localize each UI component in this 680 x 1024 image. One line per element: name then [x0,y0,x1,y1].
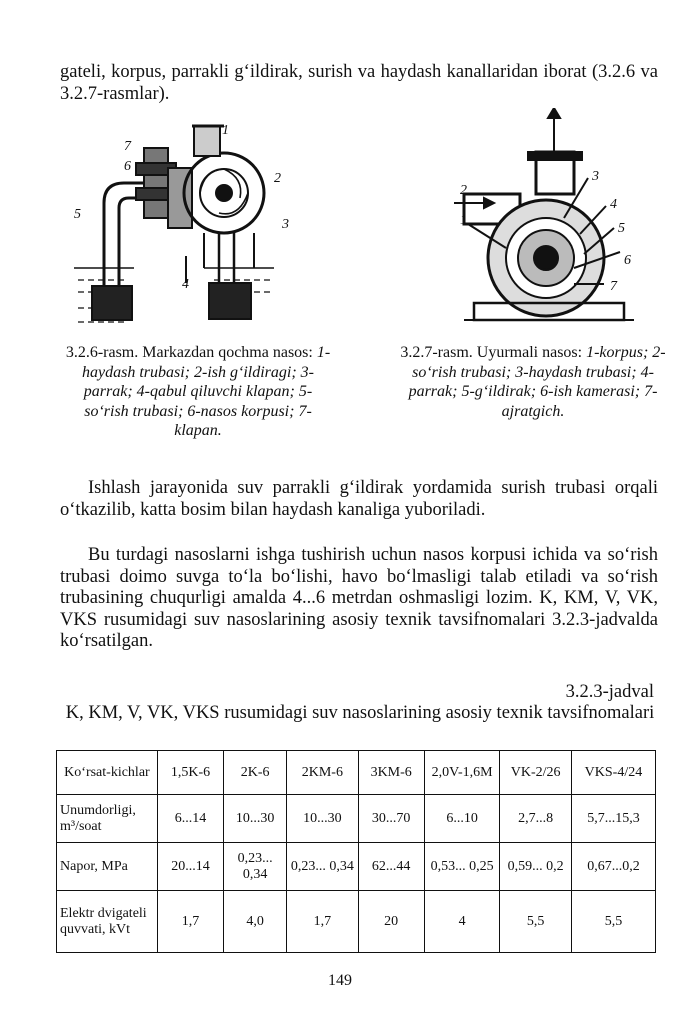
table-row [57,891,656,953]
header-label: Ko‘rsat-kichlar [57,751,158,795]
fig2-callout-6: 6 [624,253,631,268]
pump-spec-table [56,750,656,953]
model-cell: VK-2/26 [500,751,571,795]
fig2-callout-5: 5 [618,221,625,236]
fig1-callout-4: 4 [182,277,189,292]
figure-3-2-7-caption-items: 1-korpus; 2-so‘rish trubasi; 3-haydash trubasi; 4-parrak; 5-g‘ildirak; 6-ish kamerasi; 7-ajratgich. [408,344,666,420]
table-cell: 6...14 [157,795,223,843]
table-row [57,795,656,843]
paragraph-1: Ishlash jarayonida suv parrakli g‘ildirak yordamida surish trubasi orqali o‘tkazilib, katta bosim bilan haydash kanaliga yuboriladi. [60,478,658,520]
fig2-callout-7: 7 [610,279,617,294]
table-cell: 4 [424,891,500,953]
table-cell: 0,23... 0,34 [224,843,287,891]
table-cell: 1,7 [157,891,223,953]
figure-3-2-7-caption-title: 3.2.7-rasm. Uyurmali nasos: [400,344,583,361]
table-header-row [57,751,656,795]
page-number: 149 [328,972,352,989]
figure-3-2-6-caption-items: 1-haydash trubasi; 2-ish g‘ildiragi; 3-parrak; 4-qabul qiluvchi klapan; 5-so‘rish trubasi; 6-nasos korpusi; 7-klapan. [82,344,331,439]
fig1-callout-1: 1 [222,123,229,138]
row-label: Napor, MPa [57,843,158,891]
table-cell: 0,59... 0,2 [500,843,571,891]
fig1-callout-5: 5 [74,207,81,222]
table-cell: 2,7...8 [500,795,571,843]
figure-3-2-7-caption [398,343,668,421]
fig1-callout-7: 7 [124,139,131,154]
model-cell: 2KM-6 [287,751,358,795]
table-cell: 10...30 [287,795,358,843]
table-cell: 62...44 [358,843,424,891]
table-cell: 5,5 [500,891,571,953]
table-cell: 0,23... 0,34 [287,843,358,891]
figure-3-2-6-caption-title: 3.2.6-rasm. Markazdan qochma nasos: [65,344,313,361]
fig1-callout-3: 3 [282,217,289,232]
table-cell: 4,0 [224,891,287,953]
row-label: Unumdorligi, m³/soat [57,795,158,843]
table-cell: 5,7...15,3 [571,795,655,843]
table-cell: 10...30 [224,795,287,843]
fig2-callout-3: 3 [592,169,599,184]
fig1-callout-2: 2 [274,171,281,186]
vortex-pump-figure [424,108,654,332]
fig1-callout-6: 6 [124,159,131,174]
paragraph-2: Bu turdagi nasoslarni ishga tushirish uchun nasos korpusi ichida va so‘rish trubasi doimo suvga to‘la bo‘lishi, havo bo‘lmasligi talab etiladi va so‘rish trubasining chuqurligi amalda 4...6 metrdan oshmasligi lozim. K, KM, V, VK, VKS rusumidagi suv nasoslarining asosiy texnik tavsifnomalari 3.2.3-jadvalda ko‘rsatilgan. [60,545,658,651]
table-cell: 6...10 [424,795,500,843]
intro-text: gateli, korpus, parrakli g‘ildirak, surish va haydash kanallaridan iborat (3.2.6 va 3.2.7-rasmlar). [60,62,658,104]
row-label: Elektr dvigateli quvvati, kVt [57,891,158,953]
table-cell: 1,7 [287,891,358,953]
table-row [57,843,656,891]
fig2-callout-2: 2 [460,183,467,198]
table-cell: 0,67...0,2 [571,843,655,891]
model-cell: 3KM-6 [358,751,424,795]
table-cell: 0,53... 0,25 [424,843,500,891]
table-cell: 20 [358,891,424,953]
fig2-callout-4: 4 [610,197,617,212]
fig2-callout-1: 1 [460,213,467,228]
model-cell: 1,5K-6 [157,751,223,795]
table-number: 3.2.3-jadval [565,682,654,702]
table-cell: 30...70 [358,795,424,843]
model-cell: VKS-4/24 [571,751,655,795]
figure-3-2-6-caption [62,343,334,441]
model-cell: 2,0V-1,6M [424,751,500,795]
model-cell: 2K-6 [224,751,287,795]
table-cell: 5,5 [571,891,655,953]
centrifugal-pump-figure [74,108,314,338]
table-title: K, KM, V, VK, VKS rusumidagi suv nasoslarining asosiy texnik tavsifnomalari [65,703,655,723]
table-cell: 20...14 [157,843,223,891]
